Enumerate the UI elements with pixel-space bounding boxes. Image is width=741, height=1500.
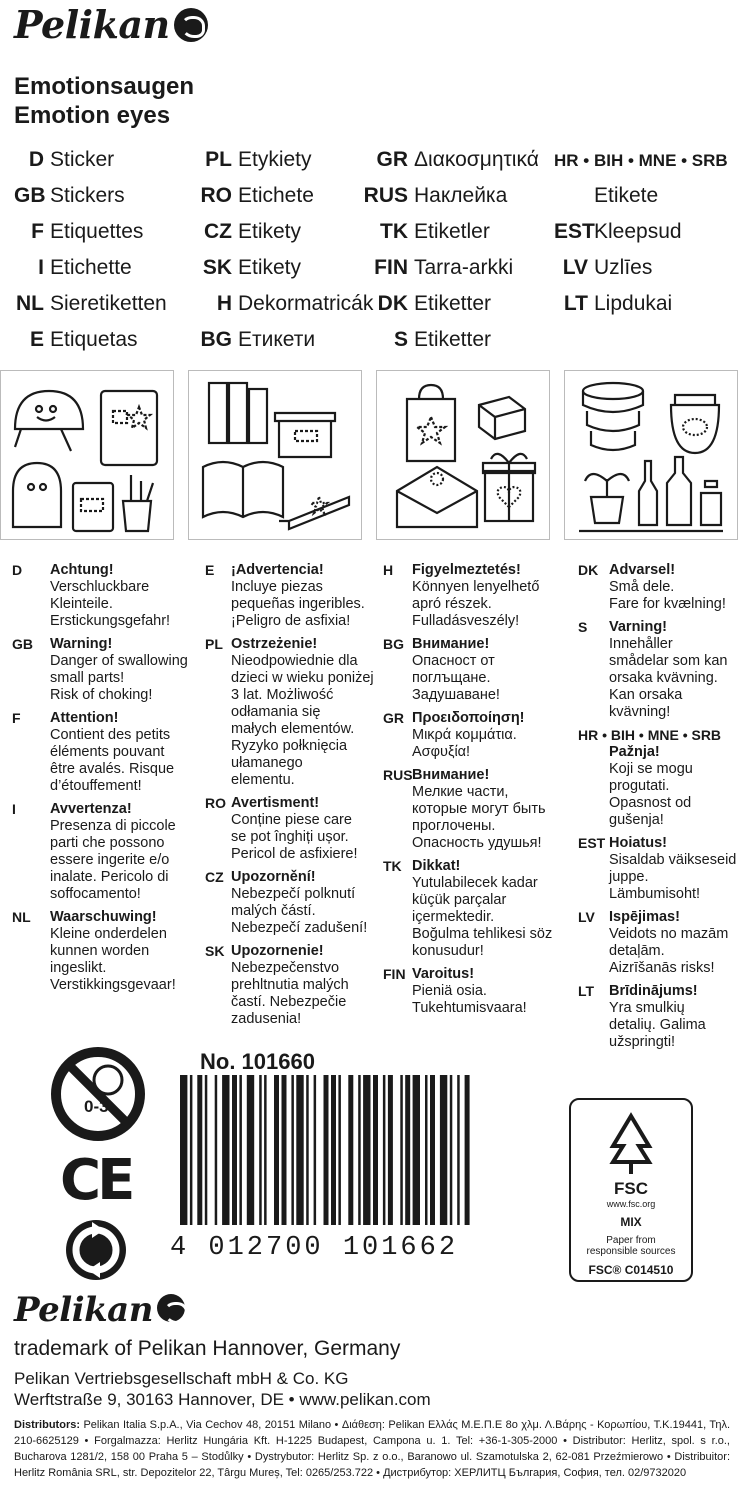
language-code: NL [16,292,44,315]
language-entry [190,256,301,280]
warning-line: soffocamento! [50,886,141,902]
warning-line: inalate. Pericolo di [50,869,169,885]
language-code: SK [202,256,232,279]
present-box-icon [479,397,525,439]
language-code: GR [376,148,408,171]
usage-pictograms [0,370,741,540]
warning-line: gušenja! [609,812,664,828]
warning-language-code: D [12,562,23,578]
barcode-bar [324,1075,329,1225]
ce-mark: CE [60,1148,132,1213]
language-code: LV [562,256,588,279]
language-code: H [216,292,232,315]
warning-title: Varoitus! [412,966,475,982]
language-code: EST [554,220,595,243]
language-code: RO [200,184,232,207]
warning-line: Nebezpečenstvo [231,960,340,976]
warning-line: Lämbumisoht! [609,886,701,902]
pictogram-kitchen [564,370,738,540]
language-entry [360,328,491,352]
language-text: Etiketler [414,220,490,243]
warning-line: Innehåller [609,636,673,652]
warning-line: dzieci w wieku poniżej [231,670,374,686]
warning-line: Boğulma tehlikesi söz [412,926,553,942]
warning-language-code: EST [578,835,606,851]
language-text: Etichette [50,256,132,279]
warning-title: Attention! [50,710,119,726]
warning-text [412,966,527,1017]
container-stack-icon [583,383,643,399]
warning-line: kunnen worden [50,943,150,959]
warning-title: Waarschuwing! [50,909,157,925]
warning-line: Nieodpowiednie dla [231,653,358,669]
warning-title: Varning! [609,619,668,635]
warning-language-code: E [205,562,215,578]
warning-line: Presenza di piccole [50,818,176,834]
warning-title: Upozornenie! [231,943,324,959]
warning-title: Hoiatus! [609,835,667,851]
age-warning-symbol [50,1046,146,1147]
warning-line: Risk of choking! [50,687,153,703]
warning-line: Kleinteile. [50,596,113,612]
warning-line: Veidots no mazām [609,926,729,942]
language-entry [554,148,734,172]
language-code: FIN [374,256,408,279]
company-street: Werftstraße 9, 30163 Hannover, DE • www.pelikan.com [14,1390,431,1409]
language-text: Etikety [238,220,302,243]
warning-line: Μικρά κομμάτια. [412,727,517,743]
language-code: LT [563,292,588,315]
barcode-bar [348,1075,353,1225]
barcode-bar [197,1075,202,1225]
language-code: RUS [363,184,408,207]
warning-line: Задушаване! [412,687,500,703]
warning-line: Contient des petits [50,727,171,743]
warning-line: 3 lat. Możliwość [231,687,334,703]
fsc-url: www.fsc.org [606,1199,656,1209]
warning-line: Yutulabilecek kadar [412,875,538,891]
warning-line: içermektedir. [412,909,495,925]
warning-language-code: GR [383,710,404,726]
warning-line: Fulladásveszély! [412,613,520,629]
language-text: Tarra-arkki [414,256,514,279]
warning-line: Fare for kvælning! [609,596,726,612]
fsc-source-2: responsible sources [586,1246,676,1257]
warning-line: small parts! [50,670,125,686]
warning-line: проглочены. [412,818,496,834]
fsc-source-1: Paper from [606,1235,656,1246]
warning-line: éléments pouvant [50,744,165,760]
pelikan-bird-icon [174,8,208,42]
fsc-name: FSC [614,1179,648,1198]
language-entry [554,292,672,316]
warning-line: Ασφυξία! [412,744,471,760]
barcode-bar [264,1075,267,1225]
notebook-icon [73,483,113,531]
warning-line: progutati. [609,778,670,794]
warning-line: detaļām. [609,943,665,959]
warning-title: Warning! [50,636,113,652]
language-entry [14,328,138,352]
barcode-bar [430,1075,435,1225]
language-code: CZ [204,220,232,243]
barcode-bar [205,1075,208,1225]
warning-line: užspringti! [609,1034,676,1050]
language-text: Etiquetas [50,328,138,351]
warning-language-code: BG [383,636,404,652]
barcode-bar [363,1075,370,1225]
pictogram-gifts [376,370,550,540]
barcode-bar [291,1075,294,1225]
warning-title: Προειδοποίηση! [412,710,525,726]
warning-line: ¡Peligro de asfixia! [231,613,351,629]
warning-language-code: TK [383,858,402,874]
language-text: Etikete [594,184,659,207]
warning-line: elementu. [231,772,295,788]
language-entry [14,292,167,316]
warning-title: Advarsel! [609,562,676,578]
warning-title: Brīdinājums! [609,983,698,999]
language-text: Dekormatricák [238,292,374,315]
warning-line: se pot înghiți ușor. [231,829,349,845]
age-label: 0-3 [84,1097,109,1116]
company-address [14,1368,431,1410]
warning-text [609,744,693,829]
distributors-block [14,1417,730,1481]
language-entry [360,184,507,208]
warning-line: Ryzyko połknięcia [231,738,348,754]
barcode-bar [413,1075,420,1225]
warning-line: ingeslikt. [50,960,107,976]
warning-title: Avvertenza! [50,801,132,817]
language-code: TK [380,220,408,243]
warning-text [231,943,349,1028]
warning-language-code: CZ [205,869,224,885]
warning-line: Kan orsaka [609,687,683,703]
language-entry [14,148,114,172]
warning-text [412,858,552,960]
language-code: F [31,220,44,243]
barcode-bar [373,1075,378,1225]
warning-line: поглъщане. [412,670,491,686]
barcode-bar [388,1075,393,1225]
warning-text [412,562,539,630]
helmet-icon [15,391,83,429]
language-text: Етикети [238,328,316,351]
language-text: Etiquettes [50,220,144,243]
language-entry [14,220,143,244]
distributors-text: Pelikan Italia S.p.A., Via Cechov 48, 20151 Milano • Διάθεση: Pelikan Ελλάς Μ.Ε.Π.Ε 8ο χλμ. Λ.Βάρης - Κορωπίου, Τ.Κ.19441, Τηλ. 210-6625129 • Forgalmazza: Herlitz Hungária Kft. H-1225 Budapest, Campona u. 1. Tel: +36-1-305-2000 • Distributor: Herlitz, spol. s r.o., Bucharova 1281/2, 158 00 Praha 5 – Stodůlky • Dystrybutor: Herlitz Sp. z o.o., Baranowo ul. Szamotulska 2, 62-081 Przeźmierowo • Distribuitor: Herlitz România SRL, str. Depozitelor 22, Târgu Mureș, Tel: 0265/253.722 • Дистрибутор: ХЕРЛИТЦ България, София, тел. 02/9732020 [14,1419,730,1479]
warning-text [412,710,525,761]
warning-text [50,562,170,630]
warning-text [609,835,736,903]
barcode-bar [457,1075,460,1225]
warning-line: ułamanego [231,755,303,771]
warning-title: Avertisment! [231,795,320,811]
warning-line: konusudur! [412,943,484,959]
storage-box-icon [275,413,335,457]
warning-line: Yra smulkių [609,1000,685,1016]
warning-text [231,562,365,630]
warning-line: častí. Nebezpečie [231,994,347,1010]
language-text: Sieretiketten [50,292,167,315]
title-de: Emotionsaugen [14,73,195,100]
barcode-bar [338,1075,341,1225]
warning-language-code: LT [578,983,595,999]
language-code: GB [14,184,46,207]
language-text: Lipdukai [594,292,673,315]
language-code: D [28,148,44,171]
barcode-bar [222,1075,229,1225]
warning-line: smådelar som kan [609,653,728,669]
warning-text [50,636,188,704]
warning-line: apró részek. [412,596,492,612]
language-code: S [393,328,408,351]
warning-language-code: NL [12,909,31,925]
language-text: Διακοσμητικά [414,148,539,171]
gift-bag-icon [407,385,455,461]
language-code: E [29,328,44,351]
barcode-bar [296,1075,303,1225]
language-code: DK [377,292,408,315]
barcode-bar [405,1075,410,1225]
no-children-under-3-icon [50,1046,146,1142]
barcode-bar [425,1075,428,1225]
warning-line: Pieniä osia. [412,983,487,999]
pictogram-helmet-backpack [0,370,174,540]
barcode-bar [239,1075,242,1225]
trademark-line: trademark of Pelikan Hannover, Germany [14,1337,401,1360]
barcode-bar [274,1075,279,1225]
barcode-digits: 4 012700 101662 [170,1233,459,1263]
warning-line: Verstikkingsgevaar! [50,977,176,993]
language-text: Stickers [50,184,125,207]
jar-icon [671,395,719,453]
warning-line: Incluye piezas [231,579,323,595]
barcode-bar [383,1075,386,1225]
barcode-bar [306,1075,309,1225]
binder-icon [209,383,227,443]
warning-line: küçük parçalar [412,892,507,908]
language-code: HR • BIH • MNE • SRB [554,151,728,170]
warning-line: Опасность удушья! [412,835,542,851]
brand-name: Pelikan [14,2,170,47]
warning-line: parti che possono [50,835,165,851]
language-text: Sticker [50,148,115,171]
warning-language-code: SK [205,943,225,959]
warning-line: Nebezpečí polknutí [231,886,356,902]
warning-line: odłamania się [231,704,321,720]
language-text: Etiketter [414,328,492,351]
green-dot-icon [64,1218,128,1287]
barcode-bar [450,1075,453,1225]
language-entry [360,148,539,172]
barcode-bar [259,1075,262,1225]
language-text: Etikety [238,256,302,279]
warning-language-code: DK [578,562,599,578]
language-code: I [38,256,44,279]
warning-text [609,909,728,977]
warning-line: Koji se mogu [609,761,693,777]
distributors-label: Distributors: [14,1419,80,1431]
warning-title: Figyelmeztetés! [412,562,521,578]
language-entry [190,148,312,172]
product-number: No. 101660 [200,1049,315,1074]
warning-title: Dikkat! [412,858,461,874]
warning-language-code: H [383,562,394,578]
warning-line: orsaka kvävning. [609,670,718,686]
warning-line: prehltnutia malých [231,977,349,993]
warning-line: Aizrīšanās risks! [609,960,715,976]
language-entry [14,256,132,280]
warning-text [412,767,546,852]
warning-language-code: S [578,619,588,635]
fsc-mix: MIX [620,1215,642,1229]
warning-text [50,909,176,994]
warning-line: małych elementów. [231,721,355,737]
warning-line: Verschluckbare [50,579,150,595]
language-entry [190,292,373,316]
warning-text [231,636,374,789]
warning-text [609,562,726,613]
barcode-bar [190,1075,193,1225]
warning-text [609,619,727,721]
warning-title: Upozornění! [231,869,316,885]
warning-line: Tukehtumisvaara! [412,1000,527,1016]
barcode-bar [180,1075,187,1225]
barcode-bar [247,1075,254,1225]
barcode-bar [440,1075,447,1225]
product-title [14,72,194,130]
barcode-panel [160,1045,540,1275]
warning-text [231,869,367,937]
warning-line: detalių. Galima [609,1017,706,1033]
pelikan-bird-icon [157,1294,185,1322]
warning-line: Nebezpečí zadušení! [231,920,368,936]
warning-line: Erstickungsgefahr! [50,613,171,629]
title-en: Emotion eyes [14,102,171,129]
language-entry [360,256,513,280]
fsc-tree-icon [596,1108,666,1178]
warning-line: kvävning! [609,704,671,720]
warning-text [412,636,500,704]
language-code: BG [200,328,232,351]
warning-title: Ostrzeżenie! [231,636,318,652]
plant-pot-icon [585,474,629,523]
barcode-bar [282,1075,287,1225]
fsc-label [569,1098,693,1282]
warning-language-code: I [12,801,16,817]
pencil-cup-icon [123,475,153,531]
warning-language-code: LV [578,909,595,925]
company-name: Pelikan Vertriebsgesellschaft mbH & Co. KG [14,1369,349,1388]
warning-line: essere ingerite e/o [50,852,170,868]
warning-title: Ispējimas! [609,909,680,925]
barcode-bar [358,1075,361,1225]
warning-language-code: GB [12,636,33,652]
barcode-bar [465,1075,470,1225]
language-code: PL [205,148,232,171]
warning-title: Pažnja! [609,744,660,760]
barcode-bar [331,1075,336,1225]
warning-line: которые могут быть [412,801,546,817]
book-icon [101,391,157,465]
warning-line: d’étouffement! [50,778,142,794]
language-entry [554,184,658,208]
language-text: Наклейка [414,184,508,207]
bottle-icon [639,461,657,525]
warning-line: zadusenia! [231,1011,302,1027]
warning-line: Kleine onderdelen [50,926,167,942]
warning-line: Опасност от [412,653,495,669]
language-entry [190,328,315,352]
language-entry [190,220,301,244]
language-entry [554,220,682,244]
barcode-bar [215,1075,218,1225]
warning-language-code: RO [205,795,226,811]
backpack-icon [13,463,61,527]
warning-line: Мелкие части, [412,784,509,800]
fsc-code: FSC® C014510 [588,1263,674,1277]
warning-language-code: RUS [383,767,413,783]
language-text: Etiketter [414,292,492,315]
warning-text [231,795,358,863]
warning-text [50,801,176,903]
warning-line: Conține piese care [231,812,352,828]
pelikan-logo [14,2,208,47]
warning-title: Achtung! [50,562,114,578]
warning-line: Sisaldab väikseseid [609,852,737,868]
language-text: Etykiety [238,148,312,171]
language-entry [554,256,652,280]
warning-line: juppe. [609,869,649,885]
warning-line: Danger of swallowing [50,653,188,669]
warning-line: Opasnost od [609,795,692,811]
warning-title: ¡Advertencia! [231,562,324,578]
warning-line: pequeñas ingeribles. [231,596,365,612]
warning-language-code: HR • BIH • MNE • SRB [578,727,722,743]
envelope-icon [397,467,477,527]
warning-language-code: FIN [383,966,406,982]
language-entry [360,220,490,244]
barcode-bar [400,1075,403,1225]
brand-name-bottom: Pelikan [14,1290,153,1330]
warning-title: Внимание! [412,636,490,652]
warning-text [609,983,706,1051]
language-text: Etichete [238,184,314,207]
warning-language-code: F [12,710,21,726]
language-entry [14,184,125,208]
barcode-bar [314,1075,317,1225]
language-entry [190,184,314,208]
warning-title: Внимание! [412,767,490,783]
pictogram-office [188,370,362,540]
open-book-icon [203,462,283,517]
barcode-bar [232,1075,237,1225]
warning-line: Könnyen lenyelhető [412,579,540,595]
warning-line: Pericol de asfixiere! [231,846,358,862]
pelikan-logo-bottom [14,1290,185,1330]
language-text: Uzlīes [594,256,653,279]
warning-language-code: PL [205,636,223,652]
warning-line: malých částí. [231,903,316,919]
warning-text [50,710,174,795]
language-text: Kleepsud [594,220,682,243]
language-entry [360,292,491,316]
warning-line: Små dele. [609,579,675,595]
warning-line: être avalés. Risque [50,761,175,777]
